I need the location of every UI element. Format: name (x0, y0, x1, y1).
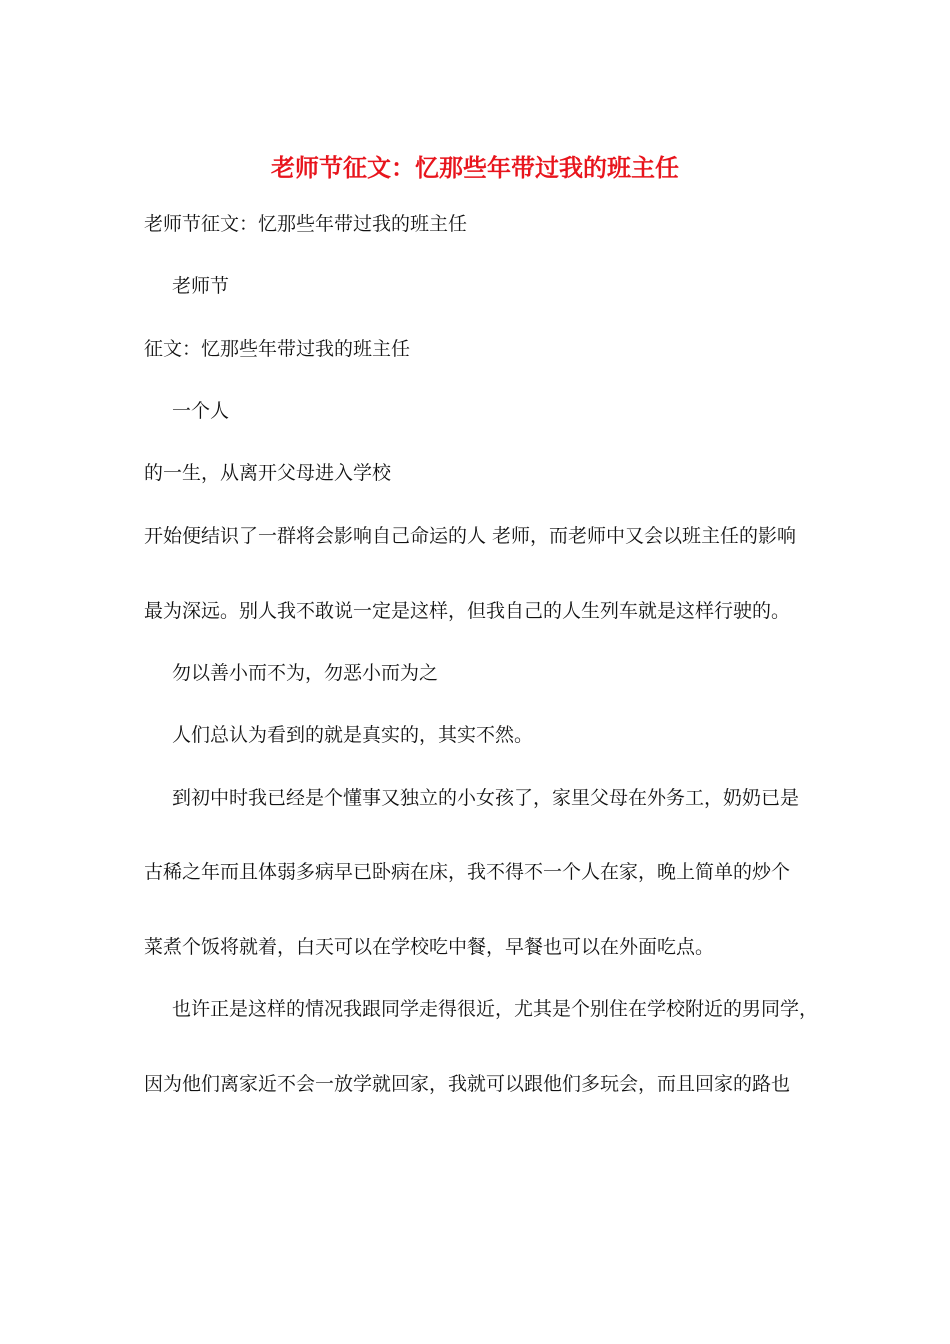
paragraph-line: 征文：忆那些年带过我的班主任 (144, 338, 411, 360)
paragraph-line: 因为他们离家近不会一放学就回家，我就可以跟他们多玩会，而且回家的路也 (144, 1073, 791, 1095)
paragraph-line: 到初中时我已经是个懂事又独立的小女孩了，家里父母在外务工，奶奶已是 (172, 787, 800, 809)
paragraph-line: 最为深远。别人我不敢说一定是这样，但我自己的人生列车就是这样行驶的。 (144, 600, 791, 622)
paragraph-line: 勿以善小而不为，勿恶小而为之 (172, 662, 439, 684)
paragraph-line: 一个人 (172, 400, 230, 422)
paragraph-line: 菜煮个饭将就着，白天可以在学校吃中餐，早餐也可以在外面吃点。 (144, 936, 715, 958)
paragraph-line: 开始便结识了一群将会影响自己命运的人 老师，而老师中又会以班主任的影响 (144, 525, 797, 547)
paragraph-line: 也许正是这样的情况我跟同学走得很近，尤其是个别住在学校附近的男同学， (172, 998, 819, 1020)
paragraph-line: 的一生，从离开父母进入学校 (144, 462, 392, 484)
paragraph-line: 老师节征文：忆那些年带过我的班主任 (144, 213, 468, 235)
document-title: 老师节征文：忆那些年带过我的班主任 (271, 153, 679, 182)
paragraph-line: 老师节 (172, 275, 230, 297)
paragraph-line: 古稀之年而且体弱多病早已卧病在床，我不得不一个人在家，晚上简单的炒个 (144, 861, 791, 883)
paragraph-line: 人们总认为看到的就是真实的，其实不然。 (172, 724, 534, 746)
